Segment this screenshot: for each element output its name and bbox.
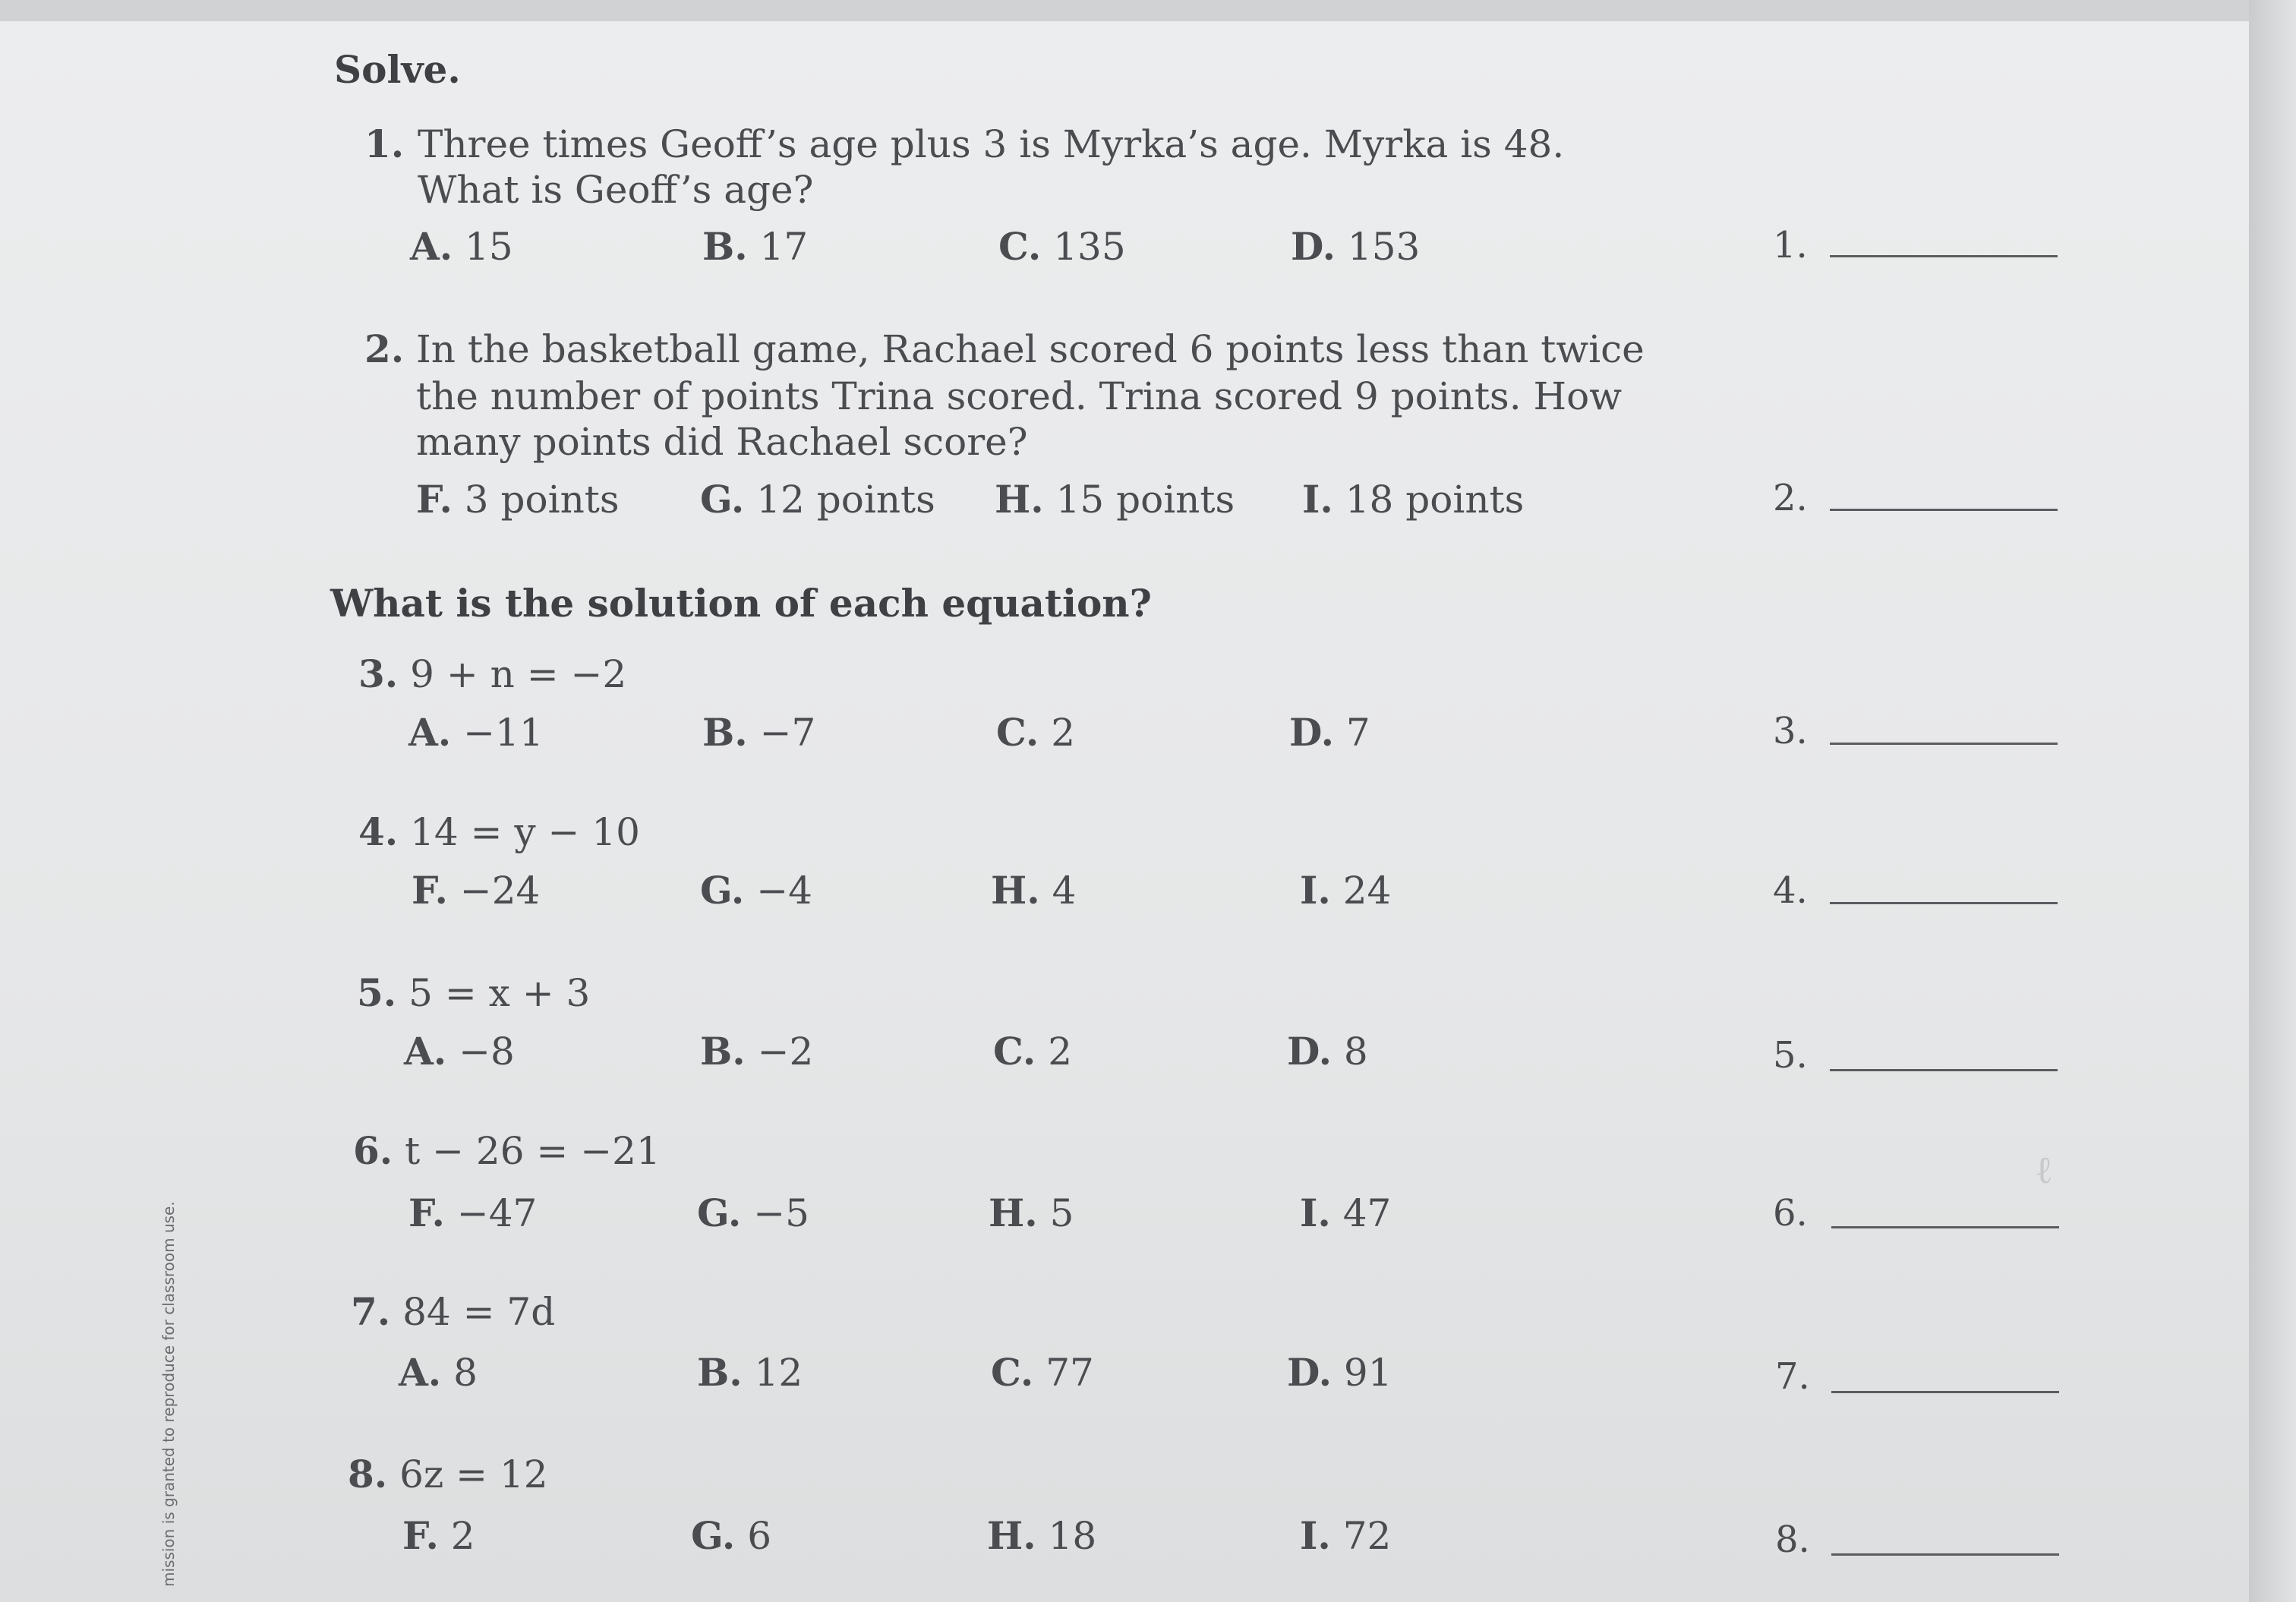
option-letter: G. <box>691 1513 736 1558</box>
option-text: 6 <box>747 1514 772 1558</box>
option-text: 2 <box>1051 711 1076 755</box>
option-text: 18 points <box>1345 478 1525 522</box>
option-text: −8 <box>459 1030 515 1074</box>
option-text: 2 <box>1048 1030 1073 1074</box>
q8-option-g[interactable] <box>691 1513 771 1558</box>
question-2 <box>364 326 404 372</box>
question-7 <box>351 1289 555 1334</box>
q6-option-h[interactable] <box>989 1190 1074 1235</box>
question-1-line-1: Three times Geoff’s age plus 3 is Myrka’s age. Myrka is 48. <box>418 122 1565 166</box>
option-text: 72 <box>1342 1514 1392 1558</box>
question-5 <box>357 970 590 1015</box>
question-2-line-3: many points did Rachael score? <box>416 420 1028 464</box>
option-letter: D. <box>1291 224 1336 269</box>
option-text: −47 <box>456 1191 538 1235</box>
option-letter: G. <box>697 1190 742 1235</box>
q3-option-c[interactable] <box>996 710 1075 755</box>
option-text: 7 <box>1345 711 1370 755</box>
option-letter: H. <box>989 1190 1038 1235</box>
question-number: 2. <box>364 326 405 371</box>
answer-label-4: 4. <box>1773 869 1808 912</box>
option-text: 15 <box>465 225 513 269</box>
option-letter: F. <box>412 868 448 913</box>
q6-option-g[interactable] <box>697 1190 809 1235</box>
option-text: 8 <box>453 1351 478 1395</box>
option-letter: A. <box>399 1350 442 1395</box>
question-6 <box>353 1128 661 1173</box>
option-letter: G. <box>700 477 745 522</box>
option-letter: I. <box>1300 868 1331 913</box>
question-number: 8. <box>348 1452 388 1496</box>
equation: 84 = 7d <box>402 1290 556 1334</box>
option-text: −7 <box>759 711 816 755</box>
q7-option-d[interactable] <box>1287 1350 1392 1395</box>
option-letter: H. <box>995 477 1044 522</box>
answer-blank-5[interactable] <box>1830 1069 2058 1071</box>
q7-option-b[interactable] <box>697 1350 803 1395</box>
question-3 <box>358 651 626 696</box>
answer-blank-3[interactable] <box>1830 743 2058 745</box>
q2-option-h[interactable] <box>995 477 1235 522</box>
q8-option-i[interactable] <box>1300 1513 1391 1558</box>
option-letter: H. <box>991 868 1040 913</box>
option-text: −2 <box>757 1030 814 1074</box>
equation: 5 = x + 3 <box>408 971 591 1015</box>
option-text: 91 <box>1343 1351 1392 1395</box>
q5-option-b[interactable] <box>700 1029 813 1074</box>
answer-label-5: 5. <box>1773 1034 1808 1077</box>
answer-label-6: 6. <box>1773 1192 1808 1235</box>
option-text: 2 <box>450 1514 475 1558</box>
question-number: 7. <box>351 1289 391 1334</box>
option-letter: B. <box>700 1029 746 1074</box>
answer-blank-4[interactable] <box>1830 902 2058 904</box>
option-letter: F. <box>416 477 453 522</box>
option-letter: C. <box>991 1350 1034 1395</box>
q3-option-a[interactable] <box>408 710 544 755</box>
q2-option-i[interactable] <box>1302 477 1524 522</box>
question-2-line-1: In the basketball game, Rachael scored 6 points less than twice <box>416 327 1645 371</box>
answer-label-1: 1. <box>1773 224 1808 266</box>
page-right-edge <box>2249 0 2296 1602</box>
q5-option-a[interactable] <box>404 1029 515 1074</box>
option-text: 17 <box>759 225 809 269</box>
q1-option-d[interactable] <box>1291 224 1420 269</box>
option-letter: I. <box>1302 477 1333 522</box>
option-letter: H. <box>987 1513 1036 1558</box>
page-top-edge <box>0 0 2296 21</box>
equation: 14 = y − 10 <box>410 810 640 854</box>
q8-option-h[interactable] <box>987 1513 1096 1558</box>
option-text: 77 <box>1046 1351 1094 1395</box>
q1-option-a[interactable] <box>410 224 513 269</box>
option-letter: F. <box>408 1190 445 1235</box>
answer-blank-2[interactable] <box>1830 509 2058 511</box>
copyright-margin-note: mission is granted to reproduce for classroom use. <box>159 1201 178 1587</box>
answer-blank-6[interactable] <box>1831 1226 2059 1228</box>
option-text: −5 <box>753 1191 809 1235</box>
q4-option-f[interactable] <box>412 868 540 913</box>
answer-label-7: 7. <box>1775 1355 1810 1398</box>
option-letter: C. <box>993 1029 1036 1074</box>
option-letter: I. <box>1300 1190 1331 1235</box>
option-letter: F. <box>402 1513 439 1558</box>
option-text: 4 <box>1052 869 1077 913</box>
option-text: −11 <box>463 711 544 755</box>
question-number: 3. <box>358 651 399 696</box>
pencil-mark-icon: ℓ <box>2035 1148 2053 1192</box>
option-text: 12 points <box>756 478 935 522</box>
q2-option-f[interactable] <box>416 477 620 522</box>
q2-option-g[interactable] <box>700 477 935 522</box>
option-letter: I. <box>1300 1513 1331 1558</box>
option-text: 47 <box>1342 1191 1392 1235</box>
q3-option-d[interactable] <box>1289 710 1370 755</box>
option-letter: B. <box>702 710 748 755</box>
equations-heading: What is the solution of each equation? <box>330 581 1152 626</box>
option-letter: D. <box>1289 710 1334 755</box>
option-letter: B. <box>702 224 748 269</box>
option-letter: C. <box>996 710 1039 755</box>
equation: 9 + n = −2 <box>410 652 627 696</box>
option-text: 5 <box>1049 1191 1074 1235</box>
q3-option-b[interactable] <box>702 710 815 755</box>
equation: t − 26 = −21 <box>405 1129 661 1173</box>
question-number: 4. <box>358 809 399 854</box>
question-1 <box>364 121 404 167</box>
question-2-line-2: the number of points Trina scored. Trina scored 9 points. How <box>416 374 1622 418</box>
option-text: 18 <box>1048 1514 1097 1558</box>
q7-option-c[interactable] <box>991 1350 1094 1395</box>
q1-option-c[interactable] <box>998 224 1126 269</box>
answer-blank-1[interactable] <box>1830 255 2058 257</box>
option-letter: D. <box>1287 1350 1332 1395</box>
option-letter: C. <box>998 224 1042 269</box>
q5-option-d[interactable] <box>1287 1029 1368 1074</box>
option-letter: A. <box>408 710 452 755</box>
question-number: 6. <box>353 1128 393 1173</box>
option-text: 3 points <box>464 478 620 522</box>
option-text: 24 <box>1342 869 1392 913</box>
option-text: 8 <box>1343 1030 1368 1074</box>
q6-option-i[interactable] <box>1300 1190 1391 1235</box>
option-letter: A. <box>404 1029 447 1074</box>
q6-option-f[interactable] <box>408 1190 537 1235</box>
option-letter: G. <box>700 868 745 913</box>
question-number: 1. <box>364 121 405 166</box>
option-letter: B. <box>697 1350 743 1395</box>
question-1-line-2: What is Geoff’s age? <box>418 168 814 212</box>
q8-option-f[interactable] <box>402 1513 475 1558</box>
option-text: −4 <box>756 869 812 913</box>
option-letter: A. <box>410 224 453 269</box>
option-text: 153 <box>1347 225 1421 269</box>
question-number: 5. <box>357 970 397 1015</box>
answer-label-8: 8. <box>1775 1518 1810 1561</box>
question-8 <box>348 1452 548 1496</box>
q1-option-b[interactable] <box>702 224 808 269</box>
q4-option-h[interactable] <box>991 868 1076 913</box>
question-4 <box>358 809 640 854</box>
solve-heading: Solve. <box>334 47 461 92</box>
q4-option-g[interactable] <box>700 868 812 913</box>
answer-blank-8[interactable] <box>1831 1553 2059 1556</box>
answer-blank-7[interactable] <box>1831 1391 2059 1393</box>
option-text: 15 points <box>1055 478 1235 522</box>
q4-option-i[interactable] <box>1300 868 1391 913</box>
q7-option-a[interactable] <box>399 1350 478 1395</box>
option-text: −24 <box>459 869 541 913</box>
option-text: 135 <box>1053 225 1126 269</box>
q5-option-c[interactable] <box>993 1029 1072 1074</box>
equation: 6z = 12 <box>399 1452 548 1496</box>
answer-label-3: 3. <box>1773 710 1808 752</box>
option-letter: D. <box>1287 1029 1332 1074</box>
option-text: 12 <box>754 1351 803 1395</box>
answer-label-2: 2. <box>1773 477 1808 519</box>
